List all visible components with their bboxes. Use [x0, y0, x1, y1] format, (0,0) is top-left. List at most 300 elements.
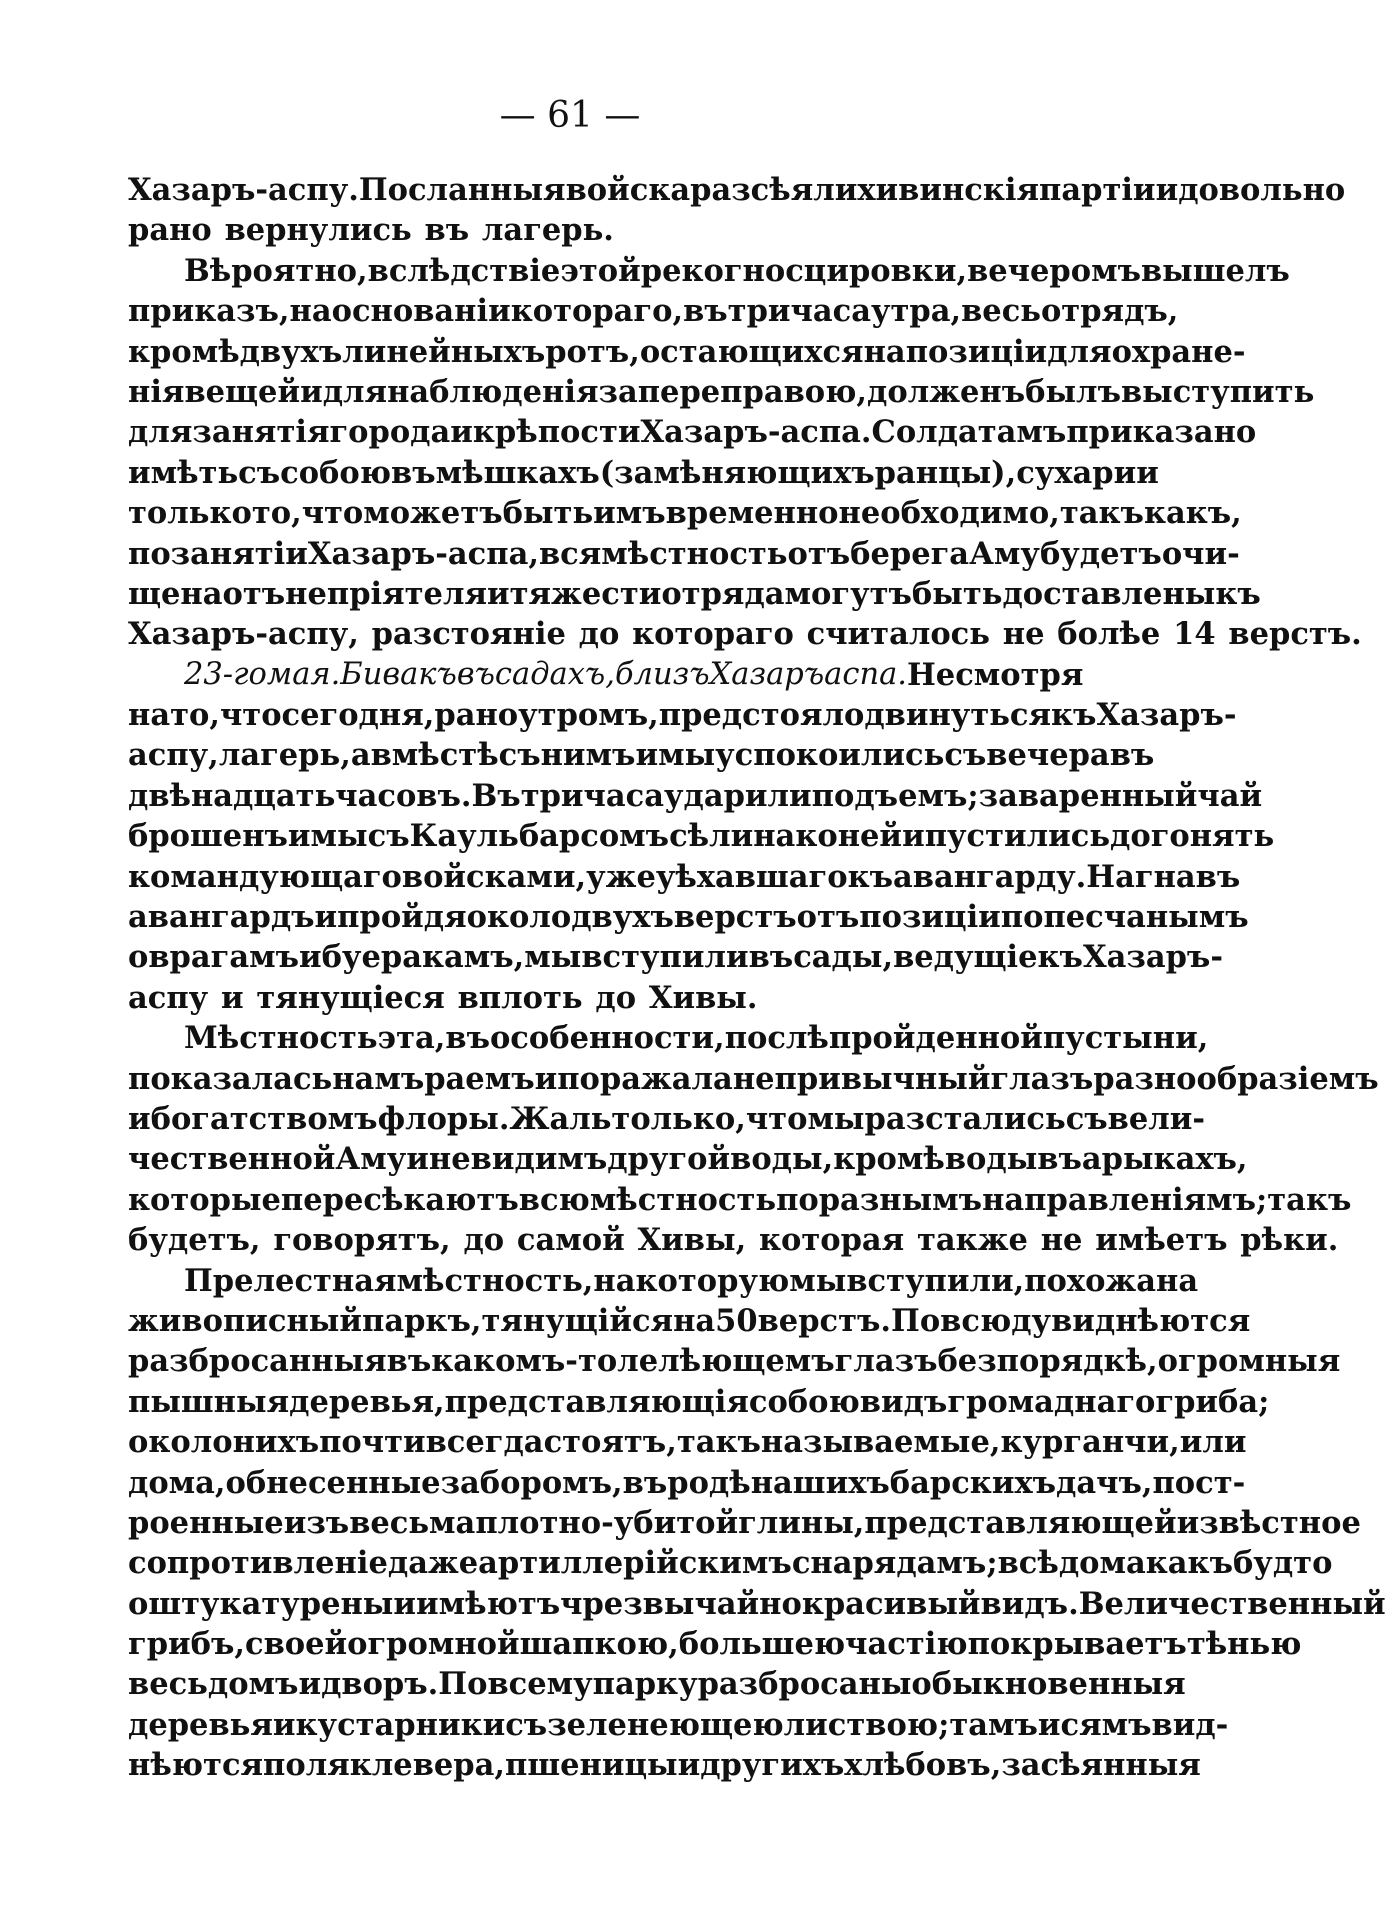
word: часа	[790, 293, 871, 330]
word: раемъ	[424, 1060, 535, 1097]
word: и	[486, 575, 510, 612]
word: въ	[622, 1464, 668, 1501]
word: (замѣняющихъ	[599, 454, 875, 491]
word: разсѣяли	[690, 172, 858, 208]
word: и	[220, 979, 244, 1016]
word: щена	[128, 575, 223, 612]
text-line	[128, 170, 1346, 210]
word: къ	[1215, 575, 1261, 612]
italic-word: Бивакъ	[340, 656, 457, 692]
word: видимъ	[470, 1141, 608, 1178]
word: на	[593, 1262, 636, 1299]
word: собою	[280, 454, 392, 491]
word: и	[406, 1141, 429, 1178]
word: всему	[487, 1666, 593, 1703]
text-line	[128, 210, 1081, 250]
word: былъ	[1025, 373, 1121, 410]
word: даже	[387, 1545, 479, 1582]
text-line	[128, 1341, 1341, 1381]
word: хивинскія	[857, 172, 1040, 208]
word: эта,	[377, 1020, 446, 1057]
word: послѣ	[724, 1020, 829, 1057]
text-line	[128, 1059, 1379, 1099]
word: изъ	[283, 1504, 350, 1541]
word: войсками,	[401, 858, 587, 895]
word: и	[635, 737, 659, 774]
word: и	[272, 1706, 296, 1743]
word: собою	[748, 1383, 860, 1420]
word: которые	[128, 1181, 281, 1218]
word: болѣе	[1057, 616, 1161, 653]
word: къ	[1051, 697, 1097, 734]
word: ранцы),	[874, 454, 1017, 491]
word: Хазаръ-	[1096, 697, 1237, 734]
word: приказъ,	[128, 293, 290, 330]
word: весь	[961, 293, 1041, 330]
word: необходимо,	[838, 495, 1060, 532]
word: рѣки.	[1240, 1222, 1339, 1259]
word: имѣютъ	[416, 1585, 561, 1622]
word: ударили	[663, 777, 812, 814]
word: мы	[524, 939, 582, 976]
word: предстояло	[658, 697, 865, 734]
word: командующаго	[128, 858, 402, 895]
word: дворъ.	[321, 1666, 439, 1703]
word: верстъ.	[757, 1302, 892, 1339]
word: часовъ.	[335, 777, 472, 814]
text-line	[128, 1099, 1206, 1139]
word: и	[677, 1747, 701, 1784]
word: мы	[658, 737, 716, 774]
word: для	[322, 373, 388, 410]
word: и	[128, 1100, 151, 1137]
word: не	[1040, 1222, 1083, 1259]
word: Мѣстность	[184, 1020, 378, 1057]
word: до	[578, 616, 620, 653]
word: самой	[516, 1222, 625, 1259]
word: рекогносцировки,	[640, 252, 968, 289]
word: намъ	[332, 1060, 425, 1097]
word: покрываетъ	[967, 1626, 1187, 1663]
word: и	[902, 818, 925, 855]
word: въ	[1109, 737, 1155, 774]
word: верстъ	[673, 899, 797, 936]
word: оврагамъ	[128, 939, 299, 976]
word: показалась	[128, 1060, 333, 1097]
text-line	[128, 857, 1241, 897]
word: аспу	[128, 979, 209, 1016]
word: глины,	[738, 1504, 865, 1541]
word: выступить	[1120, 373, 1315, 410]
text-line	[128, 1382, 1270, 1422]
word: основаніи	[331, 293, 511, 330]
word: въ	[683, 293, 728, 330]
word: позиціи	[905, 333, 1048, 370]
word: Хазаръ-аспу.	[128, 172, 359, 208]
word: всю	[518, 1181, 590, 1218]
text-line	[128, 251, 1290, 291]
word: ротъ,	[545, 333, 640, 370]
word: отъ	[787, 535, 851, 572]
word: охране-	[1111, 333, 1246, 370]
word: и	[393, 1585, 417, 1622]
word: и	[1136, 454, 1159, 491]
word: въ	[748, 939, 794, 976]
text-line	[128, 1180, 1352, 1220]
word: лелѣющемъ	[617, 1343, 835, 1380]
word: отряда	[661, 575, 785, 612]
word: мѣшкахъ	[435, 454, 600, 491]
word: вся	[538, 535, 602, 572]
text-line	[128, 614, 1362, 654]
word: на	[863, 333, 906, 370]
word: которая	[758, 1222, 905, 1259]
word: съ	[1065, 1100, 1108, 1137]
word: считалось	[806, 616, 990, 653]
word: и	[1037, 1706, 1061, 1743]
word: пустились	[924, 818, 1111, 855]
word: шапкою,	[519, 1626, 679, 1663]
word: поражала	[557, 1060, 733, 1097]
word: довольно	[1178, 172, 1346, 208]
word: мы	[310, 818, 368, 855]
word: то,	[170, 697, 220, 734]
word: грибъ,	[128, 1626, 245, 1663]
body-text	[128, 170, 1386, 1786]
word: этой	[560, 252, 641, 289]
word: и	[450, 414, 473, 451]
text-line	[128, 493, 1242, 533]
word: въ	[391, 454, 436, 491]
word: на	[753, 818, 796, 855]
word: всегда	[425, 1424, 544, 1461]
word: тѣнью	[1186, 1626, 1302, 1663]
word: непріятеля	[285, 575, 487, 612]
word: на	[673, 1302, 716, 1339]
word: то,	[251, 495, 302, 532]
word: только,	[611, 1100, 746, 1137]
word: вид-	[1151, 1706, 1229, 1743]
word: до	[463, 1222, 505, 1259]
word: буеракамъ,	[321, 939, 525, 976]
word: извѣстное	[1176, 1504, 1361, 1541]
word: смотря	[955, 656, 1084, 693]
word: не	[428, 1141, 471, 1178]
word: дома	[1058, 1545, 1146, 1582]
word: всѣ	[997, 1545, 1059, 1582]
text-line	[128, 1018, 1209, 1058]
word: Жаль	[509, 1100, 612, 1137]
word: вмѣстѣ	[370, 737, 499, 774]
text-line	[128, 332, 1246, 372]
word: которую	[635, 1262, 790, 1299]
word: воды,	[730, 1141, 834, 1178]
word: направленіямъ;	[982, 1181, 1268, 1218]
word: представляющей	[864, 1504, 1177, 1541]
text-line	[128, 897, 1249, 937]
word: нѣются	[128, 1747, 264, 1784]
word: и	[1155, 172, 1179, 208]
word: весьма	[349, 1504, 476, 1541]
word: деревья,	[289, 1383, 445, 1420]
word: двухъ	[239, 333, 343, 370]
word: снарядамъ;	[791, 1545, 998, 1582]
word: Каульбарсомъ	[409, 818, 670, 855]
word: сѣли	[669, 818, 754, 855]
word: домъ	[207, 1666, 299, 1703]
word: курганчи,	[1000, 1424, 1180, 1461]
text-line	[128, 1664, 1186, 1704]
word: почти	[319, 1424, 426, 1461]
word: въ	[445, 1020, 490, 1057]
word: къ	[847, 858, 893, 895]
word: чественной	[128, 1141, 336, 1178]
word: не	[1002, 616, 1045, 653]
word: Аму	[335, 1141, 407, 1178]
word: Хазаръ-аспа.	[640, 414, 872, 451]
word: будетъ	[1039, 535, 1162, 572]
word: приказано	[1066, 414, 1257, 451]
word: какъ,	[1143, 495, 1242, 532]
word: до	[595, 979, 637, 1016]
word: и	[534, 1060, 558, 1097]
word: воды	[944, 1141, 1038, 1178]
word: сямъ	[1060, 1706, 1152, 1743]
word: кромѣ	[128, 333, 240, 370]
word: поля	[263, 1747, 350, 1784]
word: мѣстность	[589, 1181, 777, 1218]
word: остающихся	[639, 333, 864, 370]
word: оштукатурены	[128, 1585, 394, 1622]
word: авангардъ	[128, 899, 315, 936]
word: непривычный	[732, 1060, 991, 1097]
word: коней	[795, 818, 903, 855]
word: обыкновенныя	[911, 1666, 1186, 1703]
word: доставлены	[1002, 575, 1216, 612]
word: виднѣются	[1051, 1302, 1251, 1339]
word: пышныя	[128, 1383, 290, 1420]
word: отрядъ,	[1040, 293, 1179, 330]
word: или	[1179, 1424, 1247, 1461]
word: клевера,	[349, 1747, 506, 1784]
text-line	[128, 372, 1315, 412]
word: разбросаны	[697, 1666, 912, 1703]
word: уже	[586, 858, 656, 895]
word: мѣстность,	[396, 1262, 594, 1299]
word: гриба;	[1155, 1383, 1270, 1420]
word: барскихъ	[889, 1464, 1057, 1501]
word: Аму	[969, 535, 1040, 572]
word: на	[128, 697, 171, 734]
word: ведущіе	[893, 939, 1038, 976]
word: вернулись	[224, 212, 412, 249]
word: съ	[505, 1706, 548, 1743]
word: въ	[386, 1343, 432, 1380]
word: также	[917, 1222, 1028, 1259]
word: позиціи	[859, 899, 1001, 936]
word: лагерь.	[481, 212, 614, 249]
word: аспу,	[128, 737, 219, 774]
word: похожа	[1024, 1262, 1156, 1299]
word: съ	[238, 454, 281, 491]
text-line	[128, 412, 1257, 452]
word: авангарду.	[893, 858, 1087, 895]
italic-word: аспа.	[824, 656, 907, 692]
word: Прелестная	[184, 1262, 397, 1299]
word: роенные	[128, 1504, 284, 1541]
word: котораго	[632, 616, 794, 653]
text-line	[128, 655, 1084, 695]
word: нимъ	[540, 737, 636, 774]
word: разстались	[864, 1100, 1066, 1137]
text-line	[128, 937, 1223, 977]
word: безпорядкѣ,	[937, 1343, 1158, 1380]
word: съ	[944, 737, 987, 774]
word: и	[314, 899, 338, 936]
text-line	[128, 1422, 1247, 1462]
word: разнообразіемъ	[1093, 1060, 1379, 1097]
word: быть	[502, 495, 594, 532]
word: засѣянныя	[1001, 1747, 1201, 1784]
word: представляющія	[444, 1383, 749, 1420]
text-line	[128, 291, 1179, 331]
word: занятія	[192, 414, 330, 451]
word: 50	[715, 1302, 758, 1339]
word: арыкахъ,	[1081, 1141, 1248, 1178]
word: а	[350, 737, 371, 774]
word: вступили	[581, 939, 749, 976]
word: города	[329, 414, 451, 451]
word: Солдатамъ	[871, 414, 1067, 451]
word: линейныхъ	[342, 333, 546, 370]
word: успокоились	[715, 737, 945, 774]
word: и	[298, 939, 322, 976]
word: вплоть	[457, 979, 583, 1016]
italic-word: 23-го	[184, 656, 267, 692]
italic-word: близъ	[614, 656, 710, 692]
text-line	[128, 1745, 1201, 1785]
word: нія	[128, 373, 185, 410]
text-line	[128, 453, 1159, 493]
word: сухари	[1016, 454, 1137, 491]
word: родѣ	[667, 1464, 751, 1501]
word: часа	[583, 777, 664, 814]
word: Величественный	[1078, 1585, 1386, 1622]
word: песчанымъ	[1043, 899, 1249, 936]
word: частію	[845, 1626, 968, 1663]
word: утромъ,	[518, 697, 659, 734]
word: пустыни,	[1042, 1020, 1209, 1057]
word: наблюденія	[387, 373, 599, 410]
word: видъ.	[980, 1585, 1079, 1622]
word: уѣхавшаго	[655, 858, 848, 895]
word: флоры.	[377, 1100, 510, 1137]
word: лагерь,	[218, 737, 351, 774]
word: листвою;	[783, 1706, 950, 1743]
word: зеленеющею	[547, 1706, 784, 1743]
text-line	[128, 1584, 1386, 1624]
word: крѣпости	[472, 414, 641, 451]
word: своей	[245, 1626, 348, 1663]
word: вслѣдствіе	[367, 252, 561, 289]
text-line	[128, 978, 1081, 1018]
word: быть	[911, 575, 1003, 612]
word: въ	[1037, 1141, 1082, 1178]
text-line	[128, 1220, 1339, 1260]
word: брошенъ	[128, 818, 288, 855]
text-line	[128, 695, 1237, 735]
word: вечера	[986, 737, 1110, 774]
word: обнесенные	[225, 1464, 441, 1501]
word: двѣнадцать	[128, 777, 336, 814]
word: за	[598, 373, 638, 410]
word: для	[128, 414, 193, 451]
word: и	[298, 1666, 322, 1703]
word: Не	[906, 656, 956, 693]
word: мы	[789, 1262, 847, 1299]
word: около	[128, 1424, 233, 1461]
word: по	[128, 535, 171, 572]
word: богатствомъ	[150, 1100, 378, 1137]
word: занятіи	[170, 535, 308, 572]
word: Вѣроятно,	[184, 252, 368, 289]
word: на	[1156, 1262, 1199, 1299]
word: дачъ,	[1056, 1464, 1153, 1501]
word: съ	[367, 818, 410, 855]
word: кустарники	[295, 1706, 506, 1743]
word: съ	[498, 737, 541, 774]
word: пересѣкаютъ	[280, 1181, 519, 1218]
text-line	[128, 1624, 1302, 1664]
word: такъ	[1059, 495, 1144, 532]
word: огромной	[347, 1626, 520, 1663]
word: котораго,	[510, 293, 684, 330]
word: будетъ,	[128, 1222, 261, 1259]
text-line	[128, 1705, 1229, 1745]
word: мы	[807, 1100, 865, 1137]
page-number: — 61 —	[499, 95, 641, 136]
word: въ	[424, 212, 470, 249]
word: тяжести	[509, 575, 662, 612]
text-line	[128, 534, 1240, 574]
word: какъ	[1145, 1545, 1233, 1582]
word: 14	[1173, 616, 1216, 653]
word: весь	[128, 1666, 208, 1703]
text-line	[128, 1261, 1199, 1301]
word: къ	[1037, 939, 1083, 976]
word: глазъ	[834, 1343, 938, 1380]
word: такъ	[676, 1424, 761, 1461]
word: хлѣбовъ,	[844, 1747, 1002, 1784]
word: вели-	[1107, 1100, 1206, 1137]
word: пройдя	[337, 899, 467, 936]
word: для	[1047, 333, 1112, 370]
text-line	[128, 776, 1263, 816]
word: Хазаръ-	[1082, 939, 1223, 976]
word: и	[287, 818, 311, 855]
word: имъ	[593, 495, 666, 532]
text-line	[128, 574, 1261, 614]
word: по	[1000, 899, 1044, 936]
word: разбросанныя	[128, 1343, 387, 1380]
word: Хазаръ-аспу,	[128, 616, 359, 653]
word: и	[300, 373, 323, 410]
word: называемые,	[760, 1424, 1001, 1461]
word: что	[745, 1100, 808, 1137]
word: особенности,	[489, 1020, 725, 1057]
word: чрезвычайно	[560, 1585, 802, 1622]
word: живописный	[128, 1302, 362, 1339]
